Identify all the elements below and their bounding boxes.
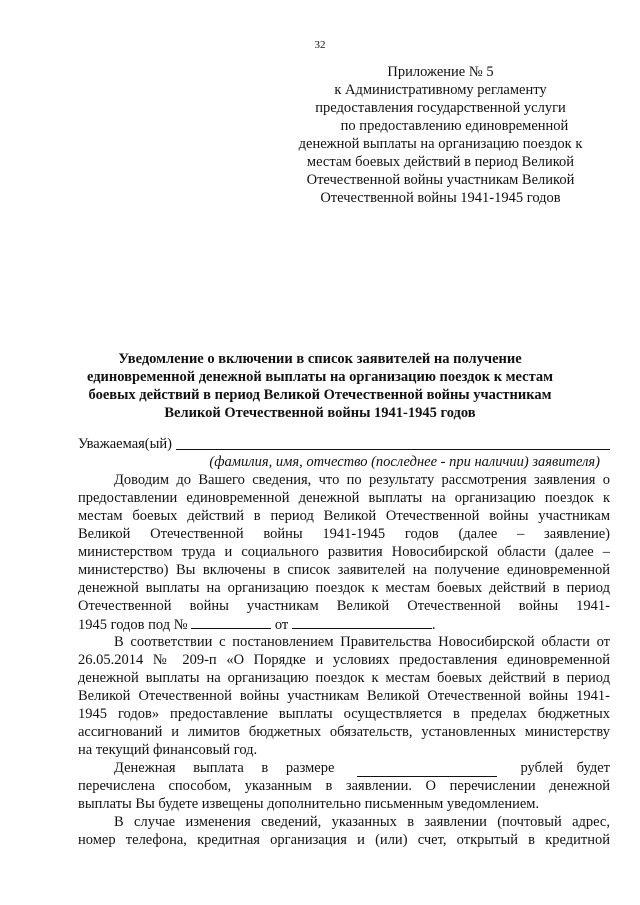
applicant-name-hint: (фамилия, имя, отчество (последнее - при наличии) заявителя) [209,454,600,470]
payment-amount-suffix: рублей будет [520,760,610,776]
appendix-line: по предоставлению единовременной [340,118,569,134]
greeting-row [78,435,610,453]
paragraph-line: денежной выплаты на организацию поездок к местам боевых действий в период [78,670,610,686]
title-line: Великой Отечественной войны 1941-1945 годов [164,405,476,421]
registration-line-end: . [431,617,436,633]
title-line: Уведомление о включении в список заявителей на получение [118,351,522,367]
paragraph-line: 26.05.2014 № 209-п «О Порядке и условиях предоставления единовременной [78,652,610,668]
paragraph-line: В соответствии с постановлением Правительства Новосибирской области от [114,634,610,650]
appendix-line: предоставления государственной услуги [315,100,566,116]
appendix-line: Отечественной войны 1941-1945 годов [320,190,561,206]
registration-date-label: от [274,617,289,633]
greeting-label: Уважаемая(ый) [78,436,172,452]
appendix-header [283,63,598,207]
appendix-line: Приложение № 5 [387,64,494,80]
paragraph-line: Великой Отечественной войны 1941-1945 годов (далее – заявление) [78,526,610,542]
paragraph-line: министерство) Вы включены в список заявителей на получение единовременной [78,562,610,578]
paragraph-line: министерством труда и социального развития Новосибирской области (далее – [78,544,610,560]
paragraph-line: на текущий финансовый год. [78,742,258,758]
registration-number-label: 1945 годов под № [78,617,188,633]
paragraph-line: выплаты Вы будете извещены дополнительно письменным уведомлением. [78,796,540,812]
title-line: боевых действий в период Великой Отечественной войны участникам [88,387,552,403]
paragraph-line: предоставлении единовременной денежной выплаты на организацию поездок к [78,490,610,506]
paragraph-line: денежной выплаты на организацию поездок к местам боевых действий в период [78,580,610,596]
registration-date-blank [292,615,432,629]
paragraph-line: Великой Отечественной войны участникам Великой Отечественной войны 1941- [78,688,610,704]
registration-number-blank [191,615,271,629]
paragraph-line: 1945 годов» предоставление выплаты осуществляется в пределах бюджетных [78,706,610,722]
page-number: 32 [314,39,326,51]
paragraph-line: местам боевых действий в период Великой Отечественной войны участникам [78,508,610,524]
paragraph-line: ассигнований и лимитов бюджетных обязательств, установленных министерству [78,724,610,740]
paragraph-line: перечислена способом, указанным в заявлении. О перечислении денежной [78,778,610,794]
payment-amount-label: Денежная выплата в размере [114,760,335,776]
document-title [60,350,580,422]
applicant-name-blank [176,436,610,450]
appendix-line: к Административному регламенту [334,82,547,98]
appendix-line: местам боевых действий в период Великой [306,154,575,170]
paragraph-line: Отечественной войны участникам Великой Отечественной войны 1941- [78,598,610,614]
notification-body [78,435,610,849]
paragraph-line: Доводим до Вашего сведения, что по результату рассмотрения заявления о [114,472,610,488]
appendix-line: Отечественной войны участникам Великой [306,172,575,188]
payment-amount-line [78,759,610,777]
paragraph-line: В случае изменения сведений, указанных в заявлении (почтовый адрес, [114,814,610,830]
registration-line [78,615,610,633]
paragraph-line: номер телефона, кредитная организация и (или) счет, открытый в кредитной [78,832,610,848]
appendix-line: денежной выплаты на организацию поездок к [298,136,583,152]
title-line: единовременной денежной выплаты на организацию поездок к местам [86,369,554,385]
payment-amount-blank [357,763,497,777]
